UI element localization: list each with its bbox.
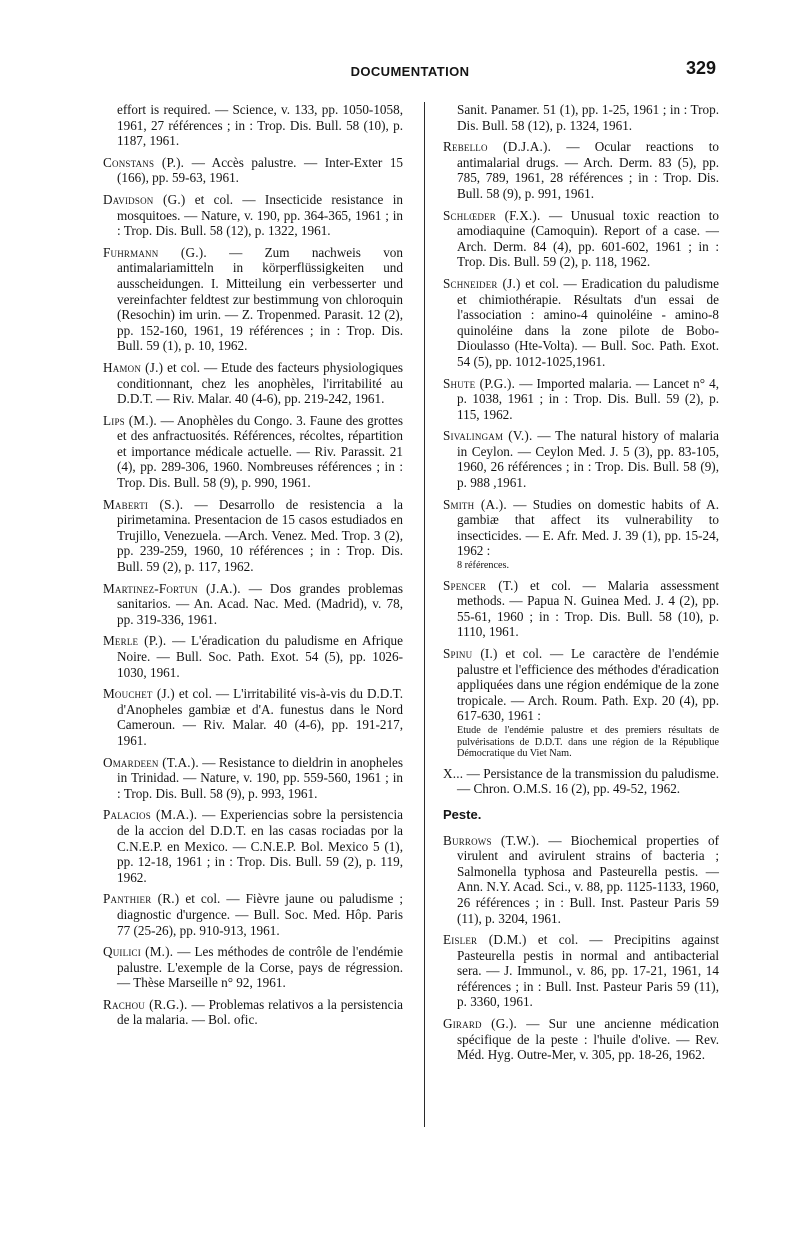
- entry-author: Hamon (J.): [103, 359, 164, 375]
- entry-author: Spencer (T.): [443, 577, 519, 593]
- section-heading-peste: Peste.: [443, 806, 482, 822]
- entry-text: — L'éradication du paludisme en Afrique Noire. — Bull. Soc. Path. Exot. 54 (5), pp. 1026-1030, 1961.: [117, 633, 403, 680]
- entry-note: Etude de l'endémie palustre et des premiers résultats de pulvérisations de D.D.T. dans une région de la République Démocratique du Viet Nam.: [457, 724, 719, 760]
- entry-author: Merle (P.).: [103, 633, 167, 649]
- bibliography-entry: [103, 155, 403, 186]
- bibliography-entry: [103, 581, 403, 628]
- bibliography-entry: [103, 413, 403, 491]
- entry-text: — Unusual toxic reaction to amodiaquine (Camoquin). Report of a case. — Arch. Derm. 84 (4), pp. 601-602, 1961 ; in : Trop. Dis. Bull. 59 (2), p. 118, 1962.: [457, 207, 720, 270]
- entry-text: — Imported malaria. — Lancet n° 4, p. 1038, 1961 ; in : Trop. Dis. Bull. 59 (2), p. 115, 1962.: [457, 375, 719, 422]
- bibliography-entry: [443, 766, 719, 797]
- entry-note: 8 références.: [457, 560, 510, 572]
- bibliography-entry: [443, 1016, 719, 1063]
- entry-author: Eisler (D.M.): [443, 932, 527, 948]
- entry-text: et col. — Eradication du paludisme et chimiothérapie. Résultats d'un essai de l'association : amino-4 quinoléine - amino-8 quinoléine dans la zone pilote de Bobo-Dioulasso (Hte-Volta). — Bull. Soc. Path. Exot. 54 (5), pp. 1012-1025,1961.: [457, 275, 719, 369]
- entry-author: Schlœder (F.X.).: [443, 207, 541, 223]
- right-column: [443, 102, 719, 1069]
- right-column-entries-peste: [443, 833, 719, 1063]
- bibliography-entry: [103, 755, 403, 802]
- entry-author: Quilici (M.).: [103, 944, 174, 960]
- entry-author: Shute (P.G.).: [443, 375, 516, 391]
- entry-author: Palacios (M.A.).: [103, 807, 198, 823]
- bibliography-entry: [443, 102, 719, 133]
- bibliography-entry: [103, 997, 403, 1028]
- entry-text: et col. — Malaria assessment methods. — Papua N. Guinea Med. J. 4 (2), pp. 55-61, 1960 ; in : Trop. Dis. Bull. 58 (10), p. 1110, 1961.: [457, 577, 719, 640]
- bibliography-entry: [443, 646, 719, 760]
- bibliography-entry: [443, 578, 719, 640]
- entry-author: Maberti (S.).: [103, 496, 184, 512]
- running-head-title: DOCUMENTATION: [350, 64, 470, 79]
- entry-text: — Dos grandes problemas sanitarios. — An. Acad. Nac. Med. (Madrid), v. 78, pp. 319-336, 1961.: [117, 580, 403, 627]
- right-column-entries-malaria: [443, 102, 719, 797]
- entry-text: et col. — Le caractère de l'endémie palustre et l'efficience des méthodes d'éradication appliquées dans une région endémique de la zone tropicale. — Arch. Roum. Path. Exp. 20 (4), pp. 617-630, 1961 :: [457, 646, 720, 724]
- entry-author: Burrows (T.W.).: [443, 832, 540, 848]
- bibliography-entry: [103, 891, 403, 938]
- entry-text: et col. — Etude des facteurs physiologiques conditionnant, chez les anophèles, l'irritabilité au D.D.T. — Riv. Malar. 40 (4-6), pp. 219-242, 1961.: [117, 359, 403, 407]
- bibliography-entry: [443, 208, 719, 270]
- left-column: [103, 102, 403, 1034]
- entry-text: et col. — Fièvre jaune ou paludisme ; diagnostic d'urgence. — Bull. Soc. Med. Hôp. Paris 77 (25-26), pp. 910-913, 1961.: [117, 891, 403, 938]
- bibliography-entry: [443, 833, 719, 927]
- entry-text: — Les méthodes de contrôle de l'endémie palustre. L'exemple de la Corse, pays de régression. — Thèse Marseille n° 92, 1961.: [117, 944, 403, 991]
- entry-text: — Desarrollo de resistencia a la pirimetamina. Presentacion de 15 casos estudiados en Trujillo, Venezuela. —Arch. Venez. Med. Trop. 3 (2), pp. 239-259, 1960, 10 références ; in : Trop. Dis. Bull. 59 (2), p. 117, 1962.: [117, 496, 403, 575]
- bibliography-entry: [443, 428, 719, 490]
- bibliography-entry: [103, 633, 403, 680]
- bibliography-entry: [103, 360, 403, 407]
- entry-author: Rachou (R.G.).: [103, 996, 188, 1012]
- entry-text: — Sur une ancienne médication spécifique de la peste : l'huile d'olive. — Rev. Méd. Hyg. Outre-Mer, v. 305, pp. 18-26, 1962.: [457, 1016, 720, 1063]
- page-number: 329: [685, 58, 716, 78]
- bibliography-entry: [103, 497, 403, 575]
- entry-text: — Zum nachweis von antimalariamitteln in körperflüssigkeiten und ausscheidungen. I. Mitteilung ein verbesserter und vereinfachter feldtest zur bestimmung von chloroquin (Resochin) im urin. — Z. Tropenmed. Parasit. 12 (2), pp. 152-160, 1961, 19 références ; in : Trop. Dis. Bull. 59 (1), p. 10, 1962.: [117, 244, 403, 354]
- entry-text: — Anophèles du Congo. 3. Faune des grottes et des anfractuosités. Références, récoltes, répartition et importance médicale actuelle. — Riv. Parassit. 21 (4), pp. 289-306, 1960. Nombreuses références ; in : Trop. Dis. Bull. 58 (9), p. 990, 1961.: [117, 412, 403, 491]
- entry-author: Rebello (D.J.A.).: [443, 139, 552, 155]
- entry-text: — Accès palustre. — Inter-Exter 15 (166), pp. 59-63, 1961.: [117, 154, 404, 186]
- entry-text: — The natural history of malaria in Ceylon. — Ceylon Med. J. 5 (3), pp. 83-105, 1960, 26 références ; in : Trop. Dis. Bull. 58 (9), p. 988 ,1961.: [457, 428, 719, 491]
- entry-author: Spinu (I.): [443, 646, 498, 661]
- entry-author: X...: [443, 765, 464, 781]
- entry-text: et col. — L'irritabilité vis-à-vis du D.D.T. d'Anopheles gambiæ et d'A. funestus dans le Nord Cameroun. — Riv. Malar. 40 (4-6), pp. 191-217, 1961.: [117, 686, 403, 748]
- bibliography-entry: [103, 807, 403, 885]
- entry-text: — Experiencias sobre la persistencia de la accion del D.D.T. en las casas rociadas por la C.N.E.P. en Mexico. — C.N.E.P. Bol. Mexico 5 (1), pp. 12-18, 1961 ; in : Trop. Dis. Bull. 59 (2), p. 119, 1962.: [117, 807, 403, 885]
- entry-author: Girard (G.).: [443, 1016, 518, 1032]
- bibliography-entry: [103, 192, 403, 239]
- entry-text: et col. — Insecticide resistance in mosquitoes. — Nature, v. 190, pp. 364-365, 1961 ; in : Trop. Dis. Bull. 58 (12), p. 1322, 1961.: [117, 191, 403, 239]
- entry-text: et col. — Precipitins against Pasteurella pestis in normal and antibacterial sera. — J. Immunol., v. 86, pp. 17-21, 1961, 14 références ; in : Bull. Inst. Pasteur Paris 59 (11), p. 3360, 1961.: [457, 932, 719, 1010]
- bibliography-entry: [443, 932, 719, 1010]
- bibliography-entry: [443, 497, 719, 572]
- bibliography-entry: [443, 376, 719, 423]
- entry-author: Constans (P.).: [103, 154, 185, 170]
- entry-author: Panthier (R.): [103, 891, 180, 907]
- bibliography-entry: [103, 245, 403, 354]
- bibliography-entry: [103, 102, 403, 149]
- entry-author: Fuhrmann (G.).: [103, 244, 207, 260]
- entry-author: Schneider (J.): [443, 275, 521, 291]
- column-divider: [424, 102, 425, 1127]
- entry-author: Martinez-Fortun (J.A.).: [103, 580, 241, 596]
- bibliography-entry: [103, 944, 403, 991]
- entry-text: — Ocular reactions to antimalarial drugs. — Arch. Derm. 83 (5), pp. 785, 789, 1961, 28 références ; in : Trop. Dis. Bull. 58 (9), p. 991, 1961.: [457, 139, 719, 201]
- entry-text: — Problemas relativos a la persistencia de la malaria. — Bol. ofic.: [117, 996, 404, 1028]
- entry-text: effort is required. — Science, v. 133, pp. 1050-1058, 1961, 27 références ; in : Trop. Dis. Bull. 58 (10), p. 1187, 1961.: [117, 102, 403, 149]
- entry-author: Omardeen (T.A.).: [103, 754, 199, 770]
- entry-text: Sanit. Panamer. 51 (1), pp. 1-25, 1961 ; in : Trop. Dis. Bull. 58 (12), p. 1324, 1961.: [457, 102, 719, 133]
- entry-text: — Biochemical properties of virulent and avirulent strains of bacteria ; Salmonella typhosa and Pasteurella pestis. — Ann. N.Y. Acad. Sci., v. 88, pp. 1125-1133, 1960, 26 références ; in : Bull. Inst. Pasteur Paris 59 (11), p. 3204, 1961.: [457, 832, 719, 926]
- entry-author: Mouchet (J.): [103, 686, 175, 702]
- entry-author: Smith (A.).: [443, 496, 507, 512]
- entry-author: Davidson (G.): [103, 191, 186, 207]
- entry-author: Lips (M.).: [103, 412, 157, 428]
- bibliography-entry: [443, 139, 719, 201]
- running-head: [104, 58, 716, 84]
- entry-text: — Studies on domestic habits of A. gambiæ that affect its vulnerability to insecticides. — E. Afr. Med. J. 39 (1), pp. 15-24, 1962 :: [457, 496, 719, 559]
- entry-author: Sivalingam (V.).: [443, 428, 533, 444]
- bibliography-entry: [103, 686, 403, 748]
- entry-text: — Persistance de la transmission du paludisme. — Chron. O.M.S. 16 (2), pp. 49-52, 1962.: [457, 765, 719, 797]
- bibliography-entry: [443, 276, 719, 370]
- entry-text: — Resistance to dieldrin in anopheles in Trinidad. — Nature, v. 190, pp. 559-560, 1961 ; in : Trop. Dis. Bull. 58 (9), p. 993, 1961.: [117, 754, 403, 801]
